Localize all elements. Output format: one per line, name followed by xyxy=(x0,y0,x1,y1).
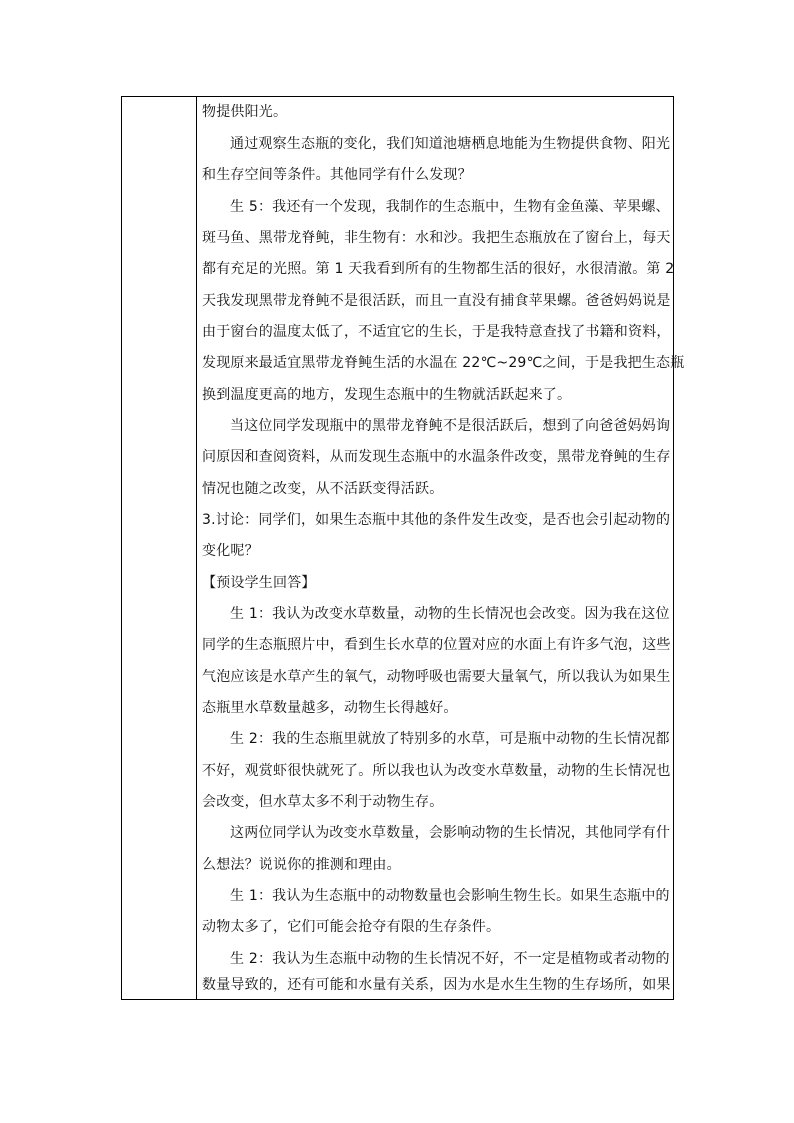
text-line: 生 2：我认为生态瓶中动物的生长情况不好，不一定是植物或者动物的 xyxy=(230,951,670,967)
text-line: 都有充足的光照。第 1 天我看到所有的生物都生活的很好，水很清澈。第 2 xyxy=(202,261,675,277)
text-line: 当这位同学发现瓶中的黑带龙脊鲀不是很活跃后，想到了向爸爸妈妈询 xyxy=(230,418,671,434)
text-line: 生 1：我认为改变水草数量，动物的生长情况也会改变。因为我在这位 xyxy=(230,606,670,622)
text-line: 情况也随之改变，从不活跃变得活跃。 xyxy=(202,481,444,497)
text-line: 么想法？说说你的推测和理由。 xyxy=(202,857,401,873)
text-line: 气泡应该是水草产生的氧气，动物呼吸也需要大量氧气，所以我认为如果生 xyxy=(202,669,671,685)
text-line: 和生存空间等条件。其他同学有什么发现？ xyxy=(202,167,472,183)
text-line: 发现原来最适宜黑带龙脊鲀生活的水温在 22℃~29℃之间，于是我把生态瓶 xyxy=(202,355,685,371)
table-content-cell xyxy=(198,97,685,999)
text-line: 同学的生态瓶照片中，看到生长水草的位置对应的水面上有许多气泡，这些 xyxy=(202,637,671,653)
text-line: 物提供阳光。 xyxy=(202,104,288,120)
text-line: 不好，观赏虾很快就死了。所以我也认为改变水草数量，动物的生长情况也 xyxy=(202,763,671,779)
text-line: 生 1：我认为生态瓶中的动物数量也会影响生物生长。如果生态瓶中的 xyxy=(230,888,670,904)
text-line: 天我发现黑带龙脊鲀不是很活跃，而且一直没有捕食苹果螺。爸爸妈妈说是 xyxy=(202,293,671,309)
text-line: 会改变，但水草太多不利于动物生存。 xyxy=(202,794,444,810)
text-line: 动物太多了，它们可能会抢夺有限的生存条件。 xyxy=(202,919,501,935)
text-line: 生 5：我还有一个发现，我制作的生态瓶中，生物有金鱼藻、苹果螺、 xyxy=(230,199,670,215)
table-left-cell xyxy=(122,97,197,999)
text-line: 问原因和查阅资料，从而发现生态瓶中的水温条件改变，黑带龙脊鲀的生存 xyxy=(202,449,671,465)
text-line: 斑马鱼、黑带龙脊鲀，非生物有：水和沙。我把生态瓶放在了窗台上，每天 xyxy=(202,230,671,246)
text-line: 态瓶里水草数量越多，动物生长得越好。 xyxy=(202,700,458,716)
text-line: 这两位同学认为改变水草数量，会影响动物的生长情况，其他同学有什 xyxy=(230,825,671,841)
text-line: 由于窗台的温度太低了，不适宜它的生长，于是我特意查找了书籍和资料， xyxy=(202,324,671,340)
lesson-table xyxy=(121,96,685,1000)
text-line: 3.讨论：同学们，如果生态瓶中其他的条件发生改变，是否也会引起动物的 xyxy=(202,512,671,528)
text-line: 【预设学生回答】 xyxy=(202,575,316,591)
text-line: 变化呢？ xyxy=(202,543,259,559)
text-line: 换到温度更高的地方，发现生态瓶中的生物就活跃起来了。 xyxy=(202,387,572,403)
text-line: 数量导致的，还有可能和水量有关系，因为水是水生生物的生存场所，如果 xyxy=(202,977,671,993)
text-line: 通过观察生态瓶的变化，我们知道池塘栖息地能为生物提供食物、阳光 xyxy=(230,136,671,152)
text-line: 生 2：我的生态瓶里就放了特别多的水草，可是瓶中动物的生长情况都 xyxy=(230,731,670,747)
